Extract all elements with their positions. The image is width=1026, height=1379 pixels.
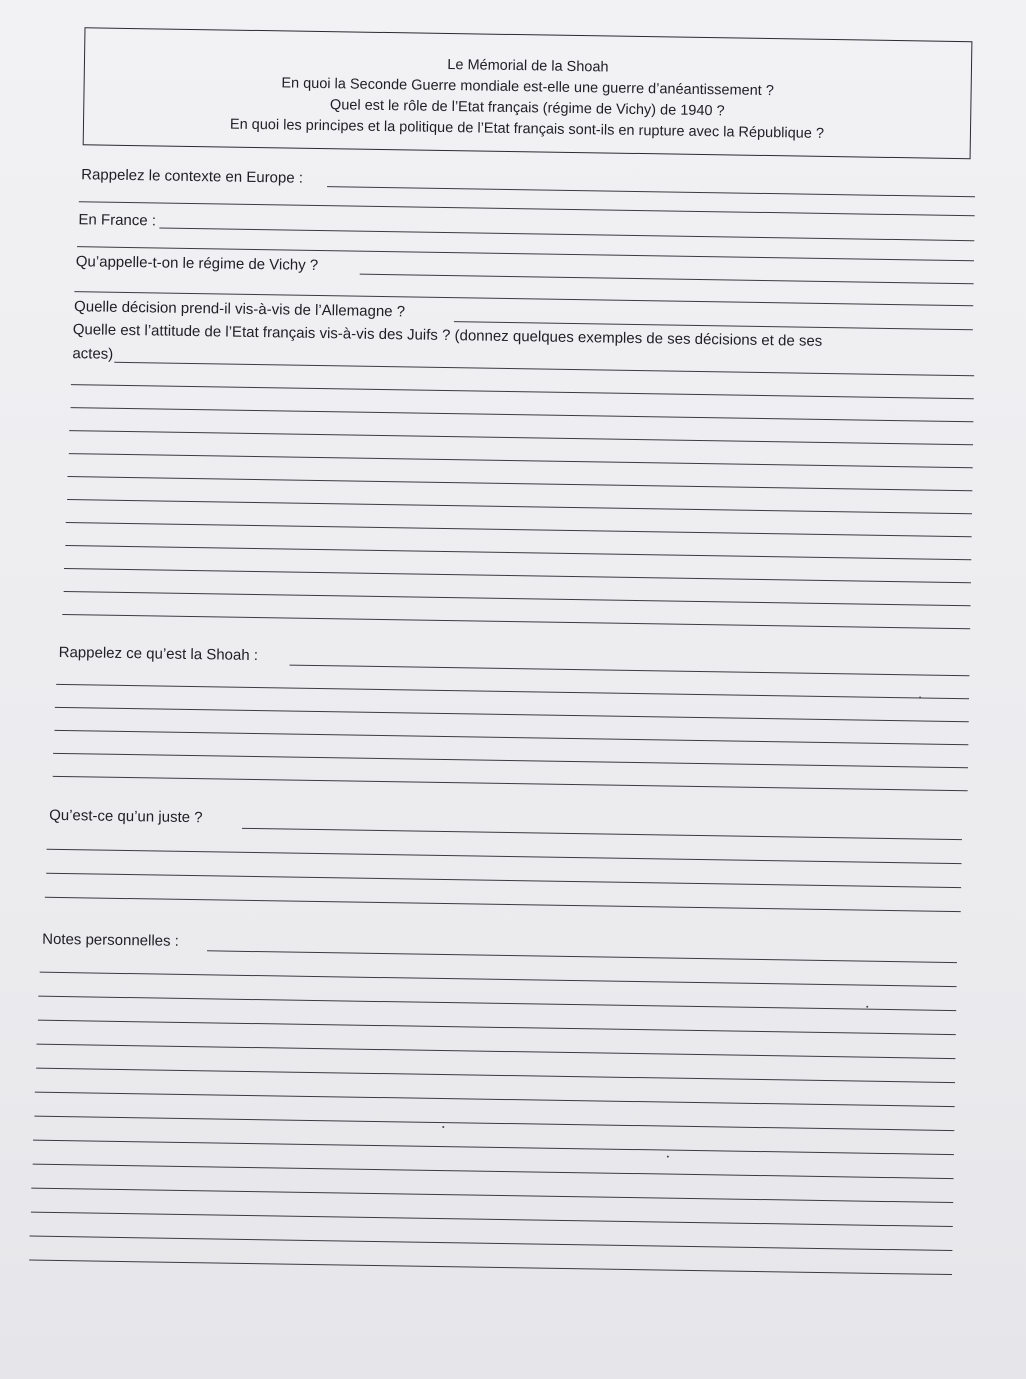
answer-line[interactable] bbox=[47, 849, 962, 864]
answer-line[interactable] bbox=[53, 753, 968, 768]
answer-line[interactable] bbox=[65, 545, 971, 560]
paper-speck bbox=[919, 696, 921, 698]
answer-line[interactable] bbox=[242, 828, 962, 840]
answer-line[interactable] bbox=[360, 274, 974, 285]
question-juifs: Quelle est l’attitude de l’Etat français vis-à-vis des Juifs ? (donnez quelques exemples de ses décisions et de ses bbox=[72, 321, 823, 350]
question-vichy: Qu’appelle-t-on le régime de Vichy ? bbox=[75, 253, 319, 274]
notes-line[interactable] bbox=[31, 1212, 953, 1227]
notes-line[interactable] bbox=[31, 1188, 953, 1203]
answer-line[interactable] bbox=[56, 684, 969, 699]
answer-line[interactable] bbox=[69, 453, 973, 468]
answer-line[interactable] bbox=[114, 362, 974, 377]
question-shoah: Rappelez ce qu’est la Shoah : bbox=[58, 643, 259, 665]
notes-line[interactable] bbox=[36, 1068, 955, 1083]
question-europe: Rappelez le contexte en Europe : bbox=[81, 166, 304, 187]
notes-line[interactable] bbox=[37, 1044, 956, 1059]
question-juifs-continued: actes) bbox=[72, 345, 114, 363]
answer-line[interactable] bbox=[53, 776, 968, 791]
notes-line[interactable] bbox=[40, 972, 957, 987]
header-line-2: Quel est le rôle de l’Etat français (régime de Vichy) de 1940 ? bbox=[329, 97, 725, 120]
answer-line[interactable] bbox=[67, 476, 972, 491]
answer-line[interactable] bbox=[64, 568, 971, 583]
answer-line[interactable] bbox=[67, 499, 972, 514]
answer-line[interactable] bbox=[69, 430, 973, 445]
notes-line[interactable] bbox=[38, 996, 956, 1011]
notes-label: Notes personnelles : bbox=[42, 930, 180, 950]
notes-line[interactable] bbox=[207, 950, 957, 963]
paper-speck bbox=[866, 1006, 868, 1008]
answer-line[interactable] bbox=[54, 730, 968, 745]
paper-speck bbox=[667, 1156, 669, 1158]
notes-line[interactable] bbox=[29, 1260, 952, 1275]
header-line-1: En quoi la Seconde Guerre mondiale est-elle une guerre d’anéantissement ? bbox=[281, 75, 774, 100]
notes-line[interactable] bbox=[33, 1164, 954, 1179]
notes-line[interactable] bbox=[38, 1020, 956, 1035]
question-france: En France : bbox=[78, 211, 157, 230]
header-line-3: En quoi les principes et la politique de l’Etat français sont-ils en rupture avec la République ? bbox=[229, 116, 825, 142]
answer-line[interactable] bbox=[45, 897, 961, 912]
answer-line[interactable] bbox=[290, 665, 970, 677]
answer-line[interactable] bbox=[327, 186, 975, 197]
notes-line[interactable] bbox=[34, 1116, 954, 1131]
header-title: Le Mémorial de la Shoah bbox=[447, 56, 609, 76]
paper-speck bbox=[442, 1126, 444, 1128]
question-allemagne: Quelle décision prend-il vis-à-vis de l’Allemagne ? bbox=[73, 298, 406, 321]
answer-line[interactable] bbox=[66, 522, 972, 537]
answer-line[interactable] bbox=[79, 201, 975, 216]
notes-line[interactable] bbox=[30, 1236, 953, 1251]
notes-line[interactable] bbox=[35, 1092, 955, 1107]
answer-line[interactable] bbox=[71, 407, 974, 422]
notes-line[interactable] bbox=[33, 1140, 954, 1155]
answer-line[interactable] bbox=[62, 614, 970, 629]
answer-line[interactable] bbox=[159, 227, 974, 241]
answer-line[interactable] bbox=[71, 384, 974, 399]
answer-line[interactable] bbox=[55, 707, 969, 722]
question-juste: Qu’est-ce qu’un juste ? bbox=[49, 806, 203, 827]
answer-line[interactable] bbox=[46, 873, 961, 888]
header-box bbox=[83, 27, 973, 159]
answer-line[interactable] bbox=[64, 591, 971, 606]
